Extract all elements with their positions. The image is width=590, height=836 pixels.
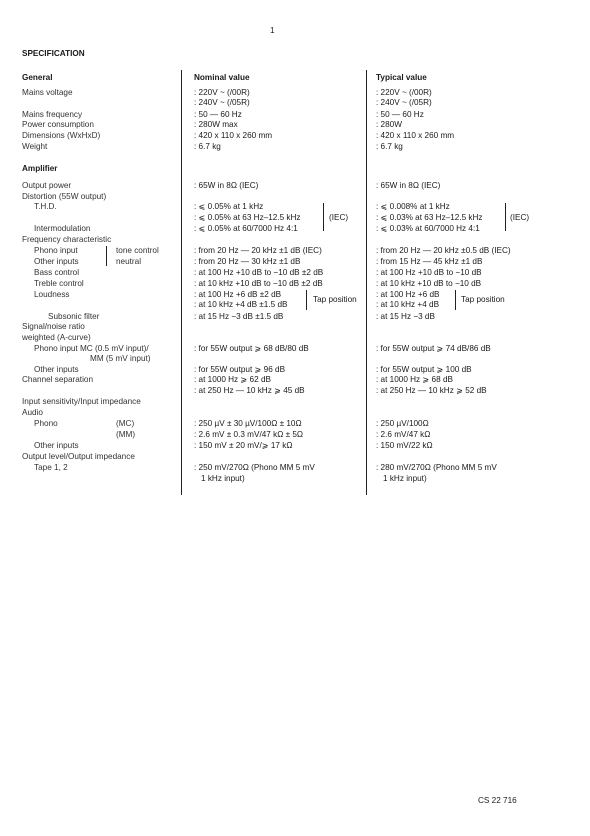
phono-input-label: Phono input — [34, 246, 78, 255]
weight-label: Weight — [22, 142, 48, 151]
phono-mc-typical: : 250 µV/100Ω — [376, 419, 429, 428]
intermodulation-nominal: : ⩽ 0.05% at 60/7000 Hz 4:1 — [194, 224, 298, 233]
treble-control-typical: : at 10 kHz +10 dB to −10 dB — [376, 279, 482, 288]
treble-control-label: Treble control — [34, 279, 84, 288]
weight-nominal: : 6.7 kg — [194, 142, 221, 151]
mains-voltage-nominal-2: : 240V ~ (/05R) — [194, 98, 250, 107]
phono-snr-label-2: MM (5 mV input) — [90, 354, 151, 363]
mains-voltage-typical-1: : 220V ~ (/00R) — [376, 88, 432, 97]
frequency-characteristic-label: Frequency characteristic — [22, 235, 112, 244]
page-number: 1 — [270, 26, 275, 35]
weight-typical: : 6.7 kg — [376, 142, 403, 151]
input-sensitivity-label: Input sensitivity/Input impedance — [22, 397, 141, 406]
intermodulation-typical: : ⩽ 0.03% at 60/7000 Hz 4:1 — [376, 224, 480, 233]
power-consumption-typical: : 280W — [376, 120, 402, 129]
iec-typical: (IEC) — [510, 213, 530, 222]
channel-separation-nominal-2: : at 250 Hz — 10 kHz ⩾ 45 dB — [194, 386, 305, 395]
bass-control-typical: : at 100 Hz +10 dB to −10 dB — [376, 268, 482, 277]
phono-mc-label: Phono — [34, 419, 58, 428]
phono-mm-typical: : 2.6 mV/47 kΩ — [376, 430, 431, 439]
loudness-label: Loudness — [34, 290, 70, 299]
thd-nominal-2: : ⩽ 0.05% at 63 Hz‒12.5 kHz — [194, 213, 301, 222]
subsonic-filter-typical: : at 15 Hz −3 dB — [376, 312, 435, 321]
loudness-typical-2: : at 10 kHz +4 dB — [376, 300, 440, 309]
thd-typical-1: : ⩽ 0.008% at 1 kHz — [376, 202, 450, 211]
tone-brace — [103, 246, 107, 266]
other-sens-nominal: : 150 mV ± 20 mV/⩾ 17 kΩ — [194, 441, 293, 450]
output-level-label: Output level/Output impedance — [22, 452, 135, 461]
power-consumption-nominal: : 280W max — [194, 120, 238, 129]
tape-label: Tape 1, 2 — [34, 463, 68, 472]
audio-label: Audio — [22, 408, 43, 417]
distortion-label: Distortion (55W output) — [22, 192, 107, 201]
bass-control-nominal: : at 100 Hz +10 dB to −10 dB ±2 dB — [194, 268, 324, 277]
subsonic-filter-label: Subsonic filter — [48, 312, 100, 321]
amplifier-heading: Amplifier — [22, 164, 58, 173]
channel-separation-typical-2: : at 250 Hz — 10 kHz ⩾ 52 dB — [376, 386, 487, 395]
phono-snr-label-1: Phono input MC (0.5 mV input)/ — [34, 344, 149, 353]
mains-frequency-typical: : 50 — 60 Hz — [376, 110, 424, 119]
channel-separation-nominal-1: : at 1000 Hz ⩾ 62 dB — [194, 375, 271, 384]
tape-typical-2: 1 kHz input) — [383, 474, 427, 483]
nominal-column-header: Nominal value — [194, 73, 250, 82]
other-snr-label: Other inputs — [34, 365, 79, 374]
thd-typical-2: : ⩽ 0.03% at 63 Hz‒12.5 kHz — [376, 213, 483, 222]
channel-separation-label: Channel separation — [22, 375, 94, 384]
phono-mm-sub: (MM) — [116, 430, 136, 439]
mains-voltage-typical-2: : 240V ~ (/05R) — [376, 98, 432, 107]
thd-nominal-1: : ⩽ 0.05% at 1 kHz — [194, 202, 264, 211]
mains-voltage-label: Mains voltage — [22, 88, 73, 97]
typical-column-header: Typical value — [376, 73, 427, 82]
iec-brace-typical — [502, 203, 506, 231]
mains-frequency-nominal: : 50 — 60 Hz — [194, 110, 242, 119]
dimensions-typical: : 420 x 110 x 260 mm — [376, 131, 455, 140]
tone-control-label: tone control — [116, 246, 159, 255]
channel-separation-typical-1: : at 1000 Hz ⩾ 68 dB — [376, 375, 453, 384]
iec-nominal: (IEC) — [329, 213, 349, 222]
snr-label-2: weighted (A-curve) — [22, 333, 91, 342]
other-sens-typical: : 150 mV/22 kΩ — [376, 441, 433, 450]
loudness-nominal-1: : at 100 Hz +6 dB ±2 dB — [194, 290, 282, 299]
intermodulation-label: Intermodulation — [34, 224, 91, 233]
general-heading: General — [22, 73, 53, 82]
tape-typical-1: : 280 mV/270Ω (Phono MM 5 mV — [376, 463, 497, 472]
other-snr-typical: : for 55W output ⩾ 100 dB — [376, 365, 472, 374]
phono-snr-typical: : for 55W output ⩾ 74 dB/86 dB — [376, 344, 491, 353]
other-inputs-fc-typical: : from 15 Hz — 45 kHz ±1 dB — [376, 257, 483, 266]
power-consumption-label: Power consumption — [22, 120, 94, 129]
other-inputs-fc-label: Other inputs — [34, 257, 79, 266]
column-divider-right — [366, 70, 367, 495]
tap-brace-nominal — [303, 290, 307, 310]
iec-brace-nominal — [320, 203, 324, 231]
phono-input-nominal: : from 20 Hz — 20 kHz ±1 dB (IEC) — [194, 246, 322, 255]
output-power-typical: : 65W in 8Ω (IEC) — [376, 181, 441, 190]
treble-control-nominal: : at 10 kHz +10 dB to −10 dB ±2 dB — [194, 279, 323, 288]
tap-position-typical: Tap position — [461, 295, 505, 304]
tape-nominal-1: : 250 mV/270Ω (Phono MM 5 mV — [194, 463, 315, 472]
other-sens-label: Other inputs — [34, 441, 79, 450]
neutral-label: neutral — [116, 257, 142, 266]
loudness-typical-1: : at 100 Hz +6 dB — [376, 290, 440, 299]
tape-nominal-2: 1 kHz input) — [201, 474, 245, 483]
output-power-label: Output power — [22, 181, 72, 190]
snr-label-1: Signal/noise ratio — [22, 322, 85, 331]
phono-input-typical: : from 20 Hz — 20 kHz ±0.5 dB (IEC) — [376, 246, 511, 255]
subsonic-filter-nominal: : at 15 Hz −3 dB ±1.5 dB — [194, 312, 284, 321]
dimensions-label: Dimensions (WxHxD) — [22, 131, 101, 140]
loudness-nominal-2: : at 10 kHz +4 dB ±1.5 dB — [194, 300, 288, 309]
bass-control-label: Bass control — [34, 268, 80, 277]
phono-mc-nominal: : 250 µV ± 30 µV/100Ω ± 10Ω — [194, 419, 302, 428]
mains-voltage-nominal-1: : 220V ~ (/00R) — [194, 88, 250, 97]
column-divider-left — [181, 70, 182, 495]
tap-brace-typical — [452, 290, 456, 310]
other-inputs-fc-nominal: : from 20 Hz — 30 kHz ±1 dB — [194, 257, 301, 266]
other-snr-nominal: : for 55W output ⩾ 96 dB — [194, 365, 286, 374]
dimensions-nominal: : 420 x 110 x 260 mm — [194, 131, 273, 140]
phono-mm-nominal: : 2.6 mV ± 0.3 mV/47 kΩ ± 5Ω — [194, 430, 304, 439]
output-power-nominal: : 65W in 8Ω (IEC) — [194, 181, 259, 190]
mains-frequency-label: Mains frequency — [22, 110, 83, 119]
page-title: SPECIFICATION — [22, 49, 85, 58]
document-code: CS 22 716 — [478, 796, 517, 805]
phono-snr-nominal: : for 55W output ⩾ 68 dB/80 dB — [194, 344, 309, 353]
thd-label: T.H.D. — [34, 202, 57, 211]
tap-position-nominal: Tap position — [313, 295, 357, 304]
phono-mc-sub: (MC) — [116, 419, 135, 428]
